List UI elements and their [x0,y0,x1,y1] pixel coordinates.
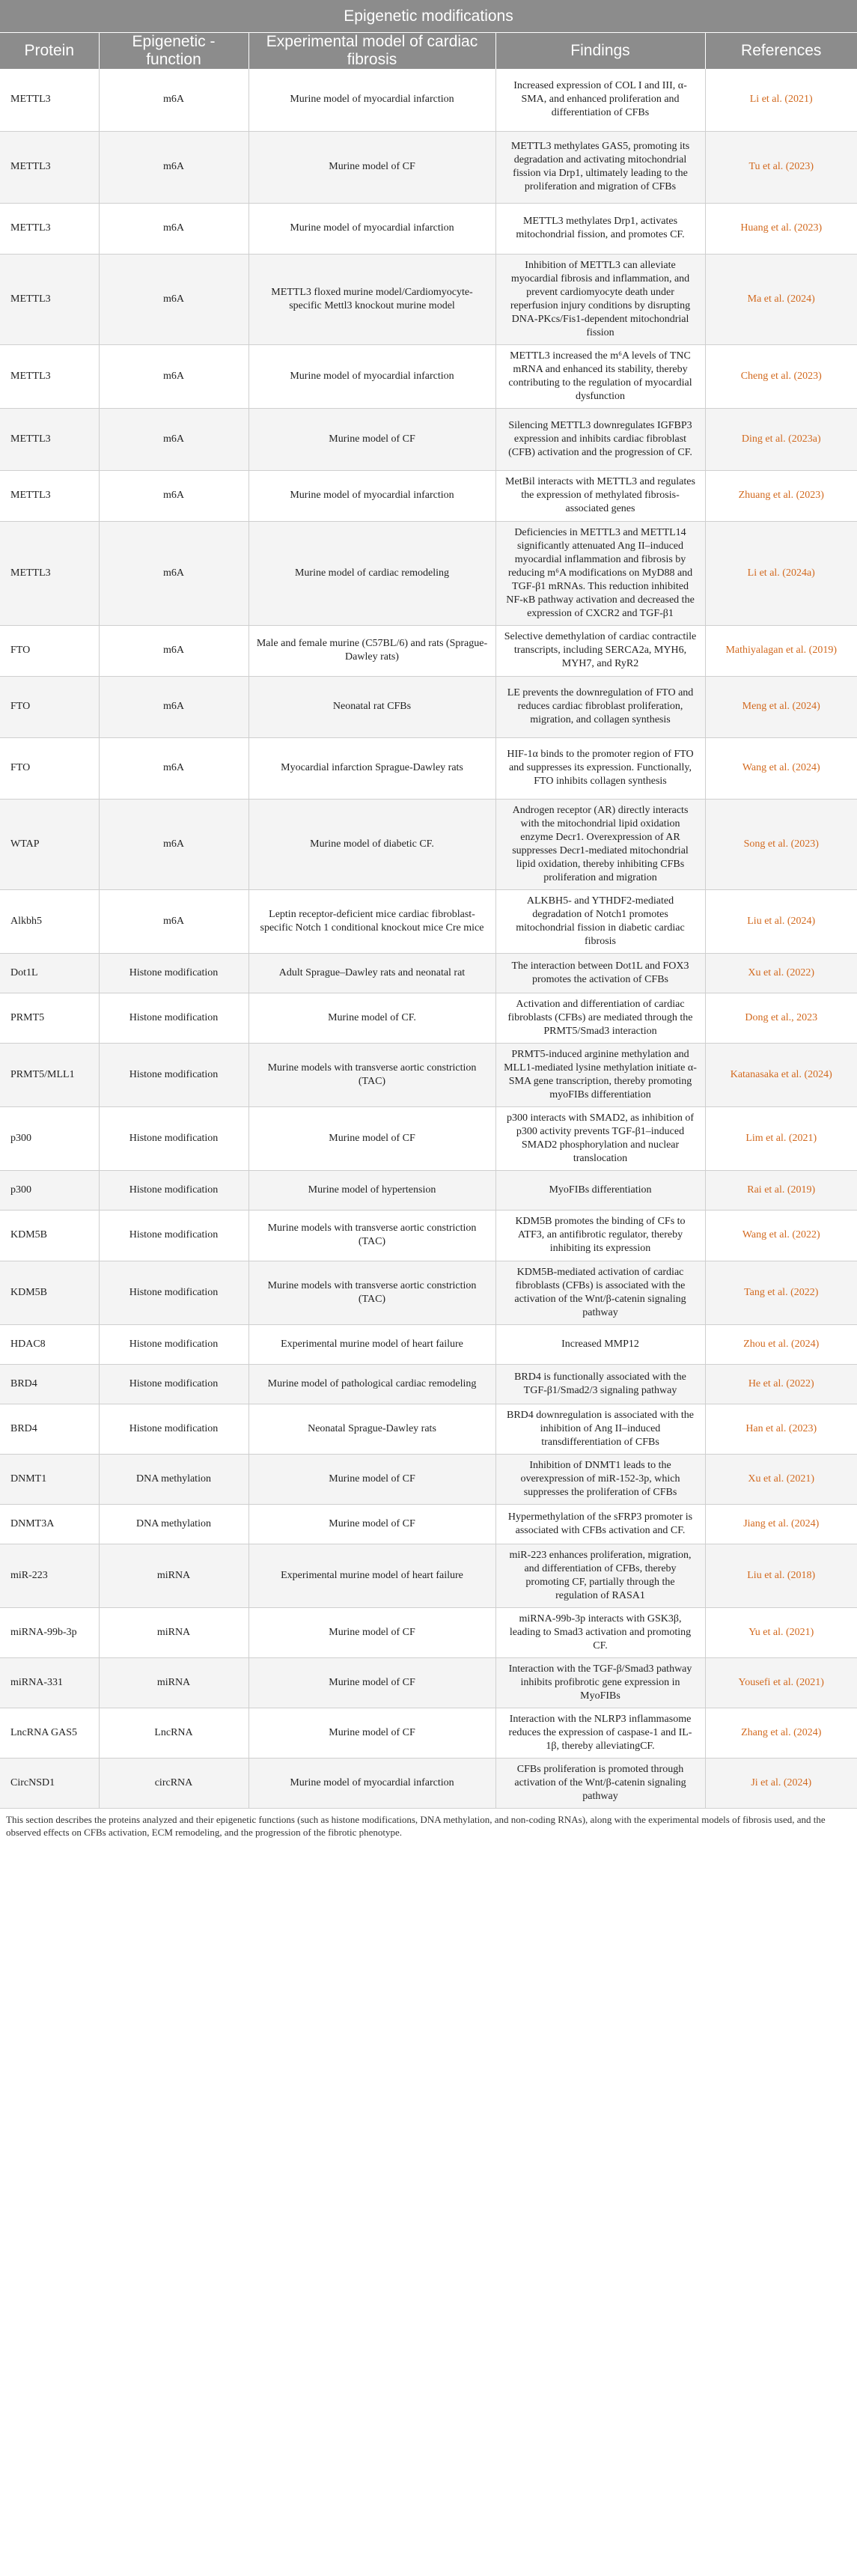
cell-epigenetic-function: Histone modification [99,993,248,1043]
table-row [0,1607,857,1657]
cell-findings: KDM5B-mediated activation of cardiac fibroblasts (CFBs) is associated with the activation of the Wnt/β-catenin signaling pathway [495,1261,705,1324]
cell-findings: miRNA-99b-3p interacts with GSK3β, leading to Smad3 activation and promoting CF. [495,1607,705,1657]
cell-experimental-model: Murine model of cardiac remodeling [248,521,495,625]
cell-protein: METTL3 [0,408,99,470]
cell-reference[interactable]: Tang et al. (2022) [705,1261,857,1324]
cell-reference[interactable]: Wang et al. (2022) [705,1210,857,1261]
table-row [0,1504,857,1544]
cell-protein: KDM5B [0,1261,99,1324]
cell-experimental-model: Murine model of CF [248,1454,495,1504]
cell-epigenetic-function: m6A [99,676,248,737]
cell-protein: HDAC8 [0,1324,99,1364]
cell-reference[interactable]: Xu et al. (2022) [705,953,857,993]
cell-findings: METTL3 methylates GAS5, promoting its degradation and activating mitochondrial fission via Drp1, ultimately leading to the proliferation and migration of CFBs [495,131,705,203]
cell-epigenetic-function: circRNA [99,1758,248,1808]
table-footnote: This section describes the proteins analyzed and their epigenetic functions (such as histone modifications, DNA methylation, and non-coding RNAs), along with the experimental models of fibrosis used, and the observed effects on CFBs activation, ECM remodeling, and the progression of the fibrotic phenotype. [6,1813,826,1838]
cell-findings: LE prevents the downregulation of FTO and reduces cardiac fibroblast proliferation, migration, and collagen synthesis [495,676,705,737]
cell-findings: Hypermethylation of the sFRP3 promoter is associated with CFBs activation and CF. [495,1504,705,1544]
cell-epigenetic-function: Histone modification [99,1210,248,1261]
cell-epigenetic-function: Histone modification [99,1364,248,1404]
cell-reference[interactable]: Li et al. (2024a) [705,521,857,625]
cell-experimental-model: Adult Sprague–Dawley rats and neonatal rat [248,953,495,993]
cell-reference[interactable]: Yousefi et al. (2021) [705,1657,857,1708]
cell-findings: KDM5B promotes the binding of CFs to ATF3, an antifibrotic regulator, thereby inhibiting its expression [495,1210,705,1261]
cell-findings: Silencing METTL3 downregulates IGFBP3 expression and inhibits cardiac fibroblast (CFB) activation and the progression of CF. [495,408,705,470]
table-row [0,799,857,889]
cell-protein: FTO [0,676,99,737]
cell-epigenetic-function: miRNA [99,1544,248,1607]
table-row [0,1404,857,1454]
cell-protein: METTL3 [0,69,99,131]
cell-findings: CFBs proliferation is promoted through activation of the Wnt/β-catenin signaling pathway [495,1758,705,1808]
cell-reference[interactable]: Zhuang et al. (2023) [705,470,857,521]
cell-experimental-model: Neonatal Sprague-Dawley rats [248,1404,495,1454]
cell-findings: The interaction between Dot1L and FOX3 promotes the activation of CFBs [495,953,705,993]
table-row [0,1324,857,1364]
cell-protein: miRNA-99b-3p [0,1607,99,1657]
cell-experimental-model: Murine model of myocardial infarction [248,1758,495,1808]
table-row [0,470,857,521]
cell-epigenetic-function: m6A [99,889,248,953]
cell-experimental-model: Murine model of CF [248,408,495,470]
cell-protein: DNMT3A [0,1504,99,1544]
cell-experimental-model: Murine model of pathological cardiac remodeling [248,1364,495,1404]
table-row [0,521,857,625]
header-experimental-model: Experimental model of cardiac fibrosis [248,33,495,69]
cell-findings: miR-223 enhances proliferation, migration, and differentiation of CFBs, thereby promoting CF, partially through the regulation of RASA1 [495,1544,705,1607]
table-row [0,1106,857,1170]
cell-findings: METTL3 methylates Drp1, activates mitochondrial fission, and promotes CF. [495,203,705,254]
header-row [0,33,857,69]
cell-protein: WTAP [0,799,99,889]
cell-reference[interactable]: Song et al. (2023) [705,799,857,889]
cell-epigenetic-function: miRNA [99,1607,248,1657]
table-row [0,254,857,344]
cell-experimental-model: Experimental murine model of heart failure [248,1544,495,1607]
cell-experimental-model: Murine model of myocardial infarction [248,69,495,131]
cell-experimental-model: Murine model of CF [248,131,495,203]
cell-experimental-model: Murine model of hypertension [248,1170,495,1210]
cell-reference[interactable]: He et al. (2022) [705,1364,857,1404]
cell-experimental-model: Murine model of CF [248,1657,495,1708]
cell-reference[interactable]: Dong et al., 2023 [705,993,857,1043]
cell-findings: Increased expression of COL I and III, α-SMA, and enhanced proliferation and differentiation of CFBs [495,69,705,131]
cell-epigenetic-function: m6A [99,69,248,131]
cell-findings: HIF-1α binds to the promoter region of FTO and suppresses its expression. Functionally, FTO inhibits collagen synthesis [495,737,705,799]
cell-experimental-model: Murine model of CF. [248,993,495,1043]
cell-epigenetic-function: DNA methylation [99,1454,248,1504]
cell-experimental-model: Myocardial infarction Sprague-Dawley rats [248,737,495,799]
cell-epigenetic-function: m6A [99,408,248,470]
cell-protein: METTL3 [0,470,99,521]
cell-findings: PRMT5-induced arginine methylation and MLL1-mediated lysine methylation initiate α-SMA gene transcription, thereby promoting myoFIBs differentiation [495,1043,705,1106]
header-findings: Findings [495,33,705,69]
table-row [0,1210,857,1261]
cell-experimental-model: Neonatal rat CFBs [248,676,495,737]
cell-reference[interactable]: Wang et al. (2024) [705,737,857,799]
cell-findings: Interaction with the NLRP3 inflammasome reduces the expression of caspase-1 and IL-1β, thereby alleviatingCF. [495,1708,705,1758]
table-row [0,676,857,737]
cell-epigenetic-function: Histone modification [99,1106,248,1170]
cell-findings: Inhibition of DNMT1 leads to the overexpression of miR-152-3p, which suppresses the proliferation of CFBs [495,1454,705,1504]
cell-protein: LncRNA GAS5 [0,1708,99,1758]
cell-experimental-model: Murine model of diabetic CF. [248,799,495,889]
cell-protein: METTL3 [0,254,99,344]
cell-experimental-model: Leptin receptor-deficient mice cardiac fibroblast-specific Notch 1 conditional knockout mice Cre mice [248,889,495,953]
cell-findings: p300 interacts with SMAD2, as inhibition of p300 activity prevents TGF-β1–induced SMAD2 phosphorylation and nuclear translocation [495,1106,705,1170]
cell-protein: DNMT1 [0,1454,99,1504]
cell-protein: METTL3 [0,521,99,625]
table-row [0,625,857,676]
cell-protein: FTO [0,737,99,799]
cell-protein: PRMT5 [0,993,99,1043]
cell-experimental-model: Murine model of myocardial infarction [248,203,495,254]
table-row [0,1758,857,1808]
cell-epigenetic-function: miRNA [99,1657,248,1708]
table-row [0,203,857,254]
table-row [0,889,857,953]
cell-experimental-model: Murine model of CF [248,1607,495,1657]
cell-reference[interactable]: Zhou et al. (2024) [705,1324,857,1364]
cell-reference[interactable]: Mathiyalagan et al. (2019) [705,625,857,676]
table-row [0,953,857,993]
cell-findings: METTL3 increased the m⁶A levels of TNC mRNA and enhanced its stability, thereby contributing to the regulation of myocardial dysfunction [495,344,705,408]
table-row [0,408,857,470]
table-row [0,737,857,799]
table-body [0,69,857,1808]
cell-protein: BRD4 [0,1364,99,1404]
cell-experimental-model: Murine model of CF [248,1708,495,1758]
cell-experimental-model: METTL3 floxed murine model/Cardiomyocyte-specific Mettl3 knockout murine model [248,254,495,344]
cell-reference[interactable]: Meng et al. (2024) [705,676,857,737]
cell-protein: CircNSD1 [0,1758,99,1808]
cell-reference[interactable]: Han et al. (2023) [705,1404,857,1454]
cell-experimental-model: Experimental murine model of heart failure [248,1324,495,1364]
table-row [0,344,857,408]
header-protein: Protein [0,33,99,69]
cell-protein: METTL3 [0,203,99,254]
cell-reference[interactable]: Ma et al. (2024) [705,254,857,344]
cell-reference[interactable]: Cheng et al. (2023) [705,344,857,408]
cell-reference[interactable]: Lim et al. (2021) [705,1106,857,1170]
cell-experimental-model: Murine models with transverse aortic constriction (TAC) [248,1043,495,1106]
cell-protein: FTO [0,625,99,676]
cell-epigenetic-function: Histone modification [99,1324,248,1364]
cell-epigenetic-function: m6A [99,254,248,344]
table-row [0,1364,857,1404]
cell-findings: Increased MMP12 [495,1324,705,1364]
cell-epigenetic-function: DNA methylation [99,1504,248,1544]
cell-protein: METTL3 [0,131,99,203]
cell-experimental-model: Male and female murine (C57BL/6) and rats (Sprague-Dawley rats) [248,625,495,676]
table-row [0,1261,857,1324]
cell-protein: PRMT5/MLL1 [0,1043,99,1106]
table-row [0,1544,857,1607]
cell-epigenetic-function: m6A [99,737,248,799]
cell-findings: Activation and differentiation of cardiac fibroblasts (CFBs) are mediated through the PRMT5/Smad3 interaction [495,993,705,1043]
cell-reference[interactable]: Zhang et al. (2024) [705,1708,857,1758]
cell-findings: Deficiencies in METTL3 and METTL14 significantly attenuated Ang II–induced myocardial inflammation and fibrosis by reducing m⁶A modifications on MyD88 and TGF-β1 mRNAs. This reduction inhibited NF-κB pathway activation and decreased the expression of CXCR2 and TGF-β1 [495,521,705,625]
cell-epigenetic-function: Histone modification [99,1261,248,1324]
cell-epigenetic-function: m6A [99,799,248,889]
epigenetic-table [0,33,857,1809]
cell-reference[interactable]: Liu et al. (2024) [705,889,857,953]
table-row [0,993,857,1043]
cell-findings: Interaction with the TGF-β/Smad3 pathway inhibits profibrotic gene expression in MyoFIBs [495,1657,705,1708]
cell-reference[interactable]: Jiang et al. (2024) [705,1504,857,1544]
cell-protein: BRD4 [0,1404,99,1454]
table-title: Epigenetic modifications [0,0,857,33]
cell-findings: BRD4 is functionally associated with the TGF-β1/Smad2/3 signaling pathway [495,1364,705,1404]
cell-reference[interactable]: Tu et al. (2023) [705,131,857,203]
cell-epigenetic-function: m6A [99,203,248,254]
cell-epigenetic-function: Histone modification [99,1170,248,1210]
cell-experimental-model: Murine model of myocardial infarction [248,344,495,408]
cell-epigenetic-function: Histone modification [99,1043,248,1106]
cell-reference[interactable]: Ji et al. (2024) [705,1758,857,1808]
cell-epigenetic-function: Histone modification [99,953,248,993]
header-references: References [705,33,857,69]
cell-protein: miRNA-331 [0,1657,99,1708]
table-row [0,1170,857,1210]
cell-epigenetic-function: m6A [99,521,248,625]
cell-protein: Alkbh5 [0,889,99,953]
table-row [0,1708,857,1758]
cell-experimental-model: Murine models with transverse aortic constriction (TAC) [248,1210,495,1261]
table-row [0,69,857,131]
table-row [0,1043,857,1106]
cell-experimental-model: Murine models with transverse aortic constriction (TAC) [248,1261,495,1324]
cell-reference[interactable]: Ding et al. (2023a) [705,408,857,470]
cell-epigenetic-function: LncRNA [99,1708,248,1758]
cell-findings: Androgen receptor (AR) directly interacts with the mitochondrial lipid oxidation enzyme Decr1. Overexpression of AR suppresses Decr1-mediated mitochondrial lipid oxidation, thereby inhibiting CFBs proliferation and migration [495,799,705,889]
cell-protein: METTL3 [0,344,99,408]
cell-findings: Inhibition of METTL3 can alleviate myocardial fibrosis and inflammation, and prevent cardiomyocyte death under reperfusion injury conditions by disrupting DNA-PKcs/Fis1-dependent mitochondrial fission [495,254,705,344]
cell-epigenetic-function: Histone modification [99,1404,248,1454]
cell-protein: p300 [0,1170,99,1210]
cell-reference[interactable]: Liu et al. (2018) [705,1544,857,1607]
cell-findings: Selective demethylation of cardiac contractile transcripts, including SERCA2a, MYH6, MYH7, and RyR2 [495,625,705,676]
cell-findings: ALKBH5- and YTHDF2-mediated degradation of Notch1 promotes mitochondrial fission in diabetic cardiac fibrosis [495,889,705,953]
cell-findings: MyoFIBs differentiation [495,1170,705,1210]
cell-epigenetic-function: m6A [99,344,248,408]
cell-findings: BRD4 downregulation is associated with the inhibition of Ang II–induced transdifferentiation of CFBs [495,1404,705,1454]
cell-reference[interactable]: Li et al. (2021) [705,69,857,131]
cell-experimental-model: Murine model of CF [248,1106,495,1170]
cell-epigenetic-function: m6A [99,470,248,521]
header-epigenetic-function: Epigenetic - function [99,33,248,69]
cell-epigenetic-function: m6A [99,625,248,676]
table-row [0,131,857,203]
table-row [0,1657,857,1708]
cell-reference[interactable]: Xu et al. (2021) [705,1454,857,1504]
table-row [0,1454,857,1504]
cell-protein: p300 [0,1106,99,1170]
cell-experimental-model: Murine model of CF [248,1504,495,1544]
cell-protein: Dot1L [0,953,99,993]
cell-reference[interactable]: Huang et al. (2023) [705,203,857,254]
cell-protein: miR-223 [0,1544,99,1607]
cell-reference[interactable]: Katanasaka et al. (2024) [705,1043,857,1106]
cell-reference[interactable]: Rai et al. (2019) [705,1170,857,1210]
cell-protein: KDM5B [0,1210,99,1261]
cell-findings: MetBil interacts with METTL3 and regulates the expression of methylated fibrosis-associated genes [495,470,705,521]
cell-reference[interactable]: Yu et al. (2021) [705,1607,857,1657]
cell-epigenetic-function: m6A [99,131,248,203]
cell-experimental-model: Murine model of myocardial infarction [248,470,495,521]
